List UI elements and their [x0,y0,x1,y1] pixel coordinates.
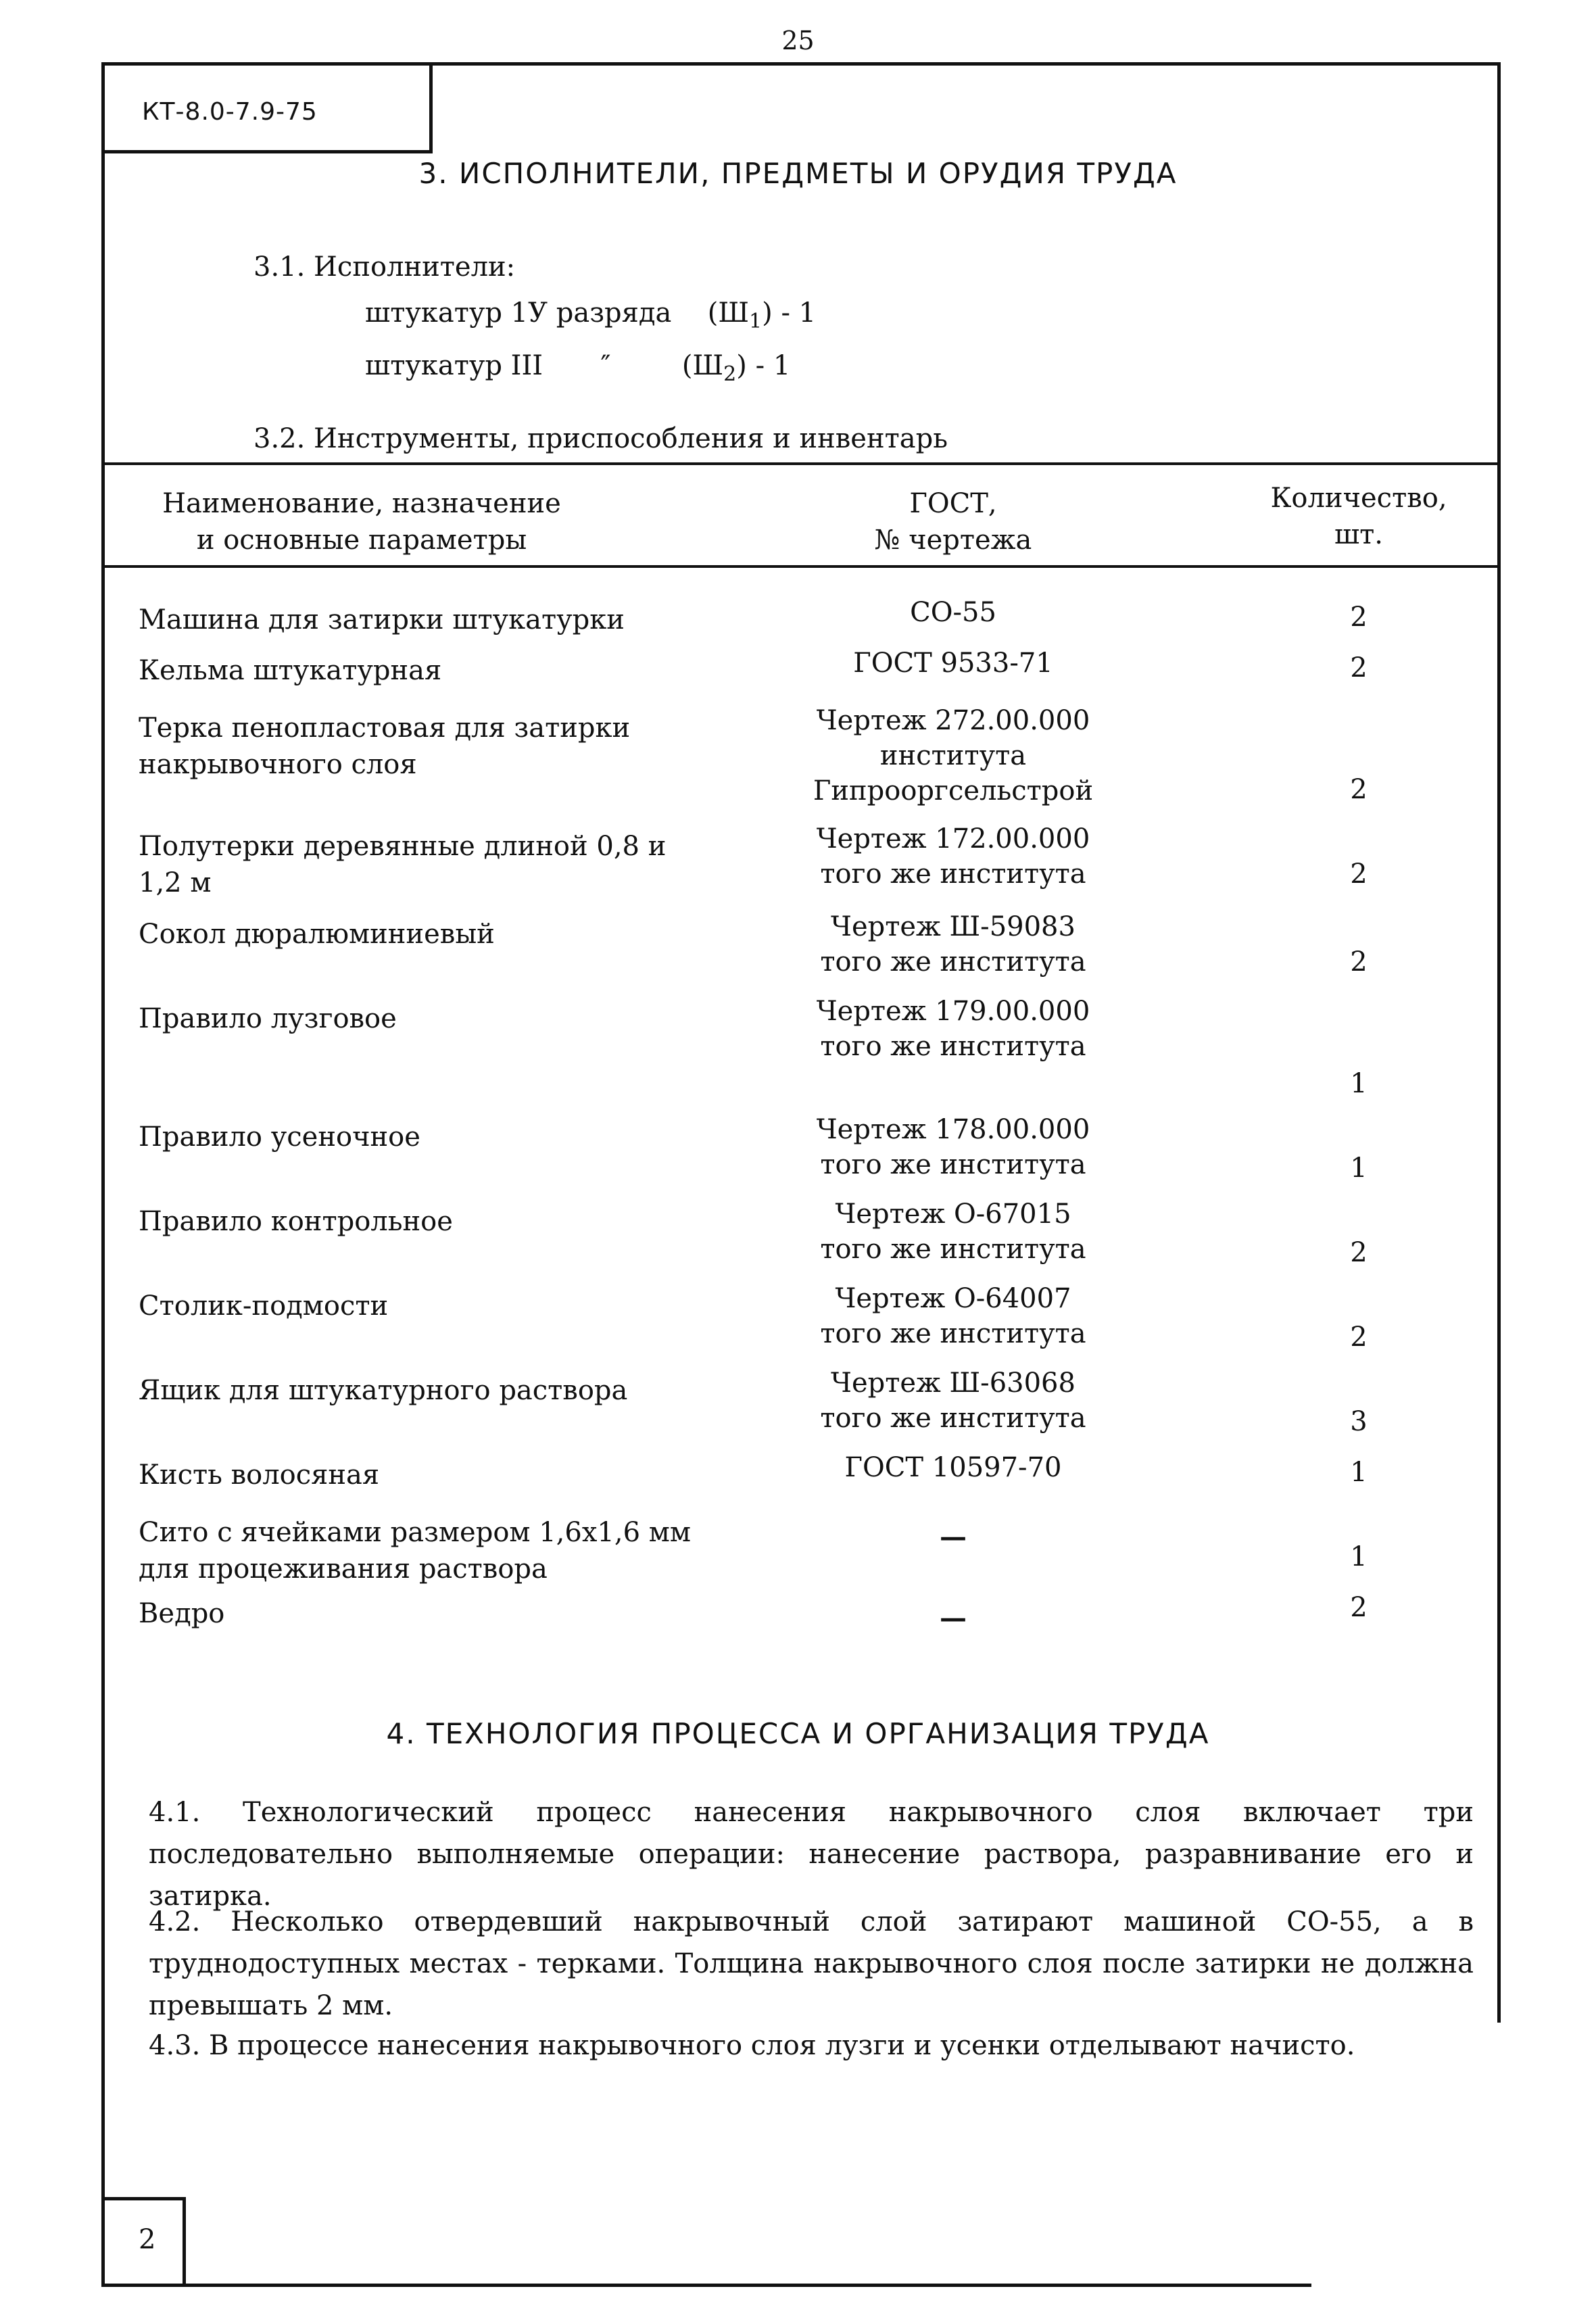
performer-2 [365,350,790,386]
table-row-name-line: Терка пенопластовая для затирки [139,713,631,744]
table-row-name [139,710,747,783]
table-row-gost [750,595,1156,630]
table-row-gost-line: того же института [820,859,1086,890]
header-qty-line2: шт. [1334,519,1384,550]
performer-code: (Ш [707,297,750,329]
table-row-name [139,652,747,689]
table-row-name-line: Правило лузговое [139,1003,397,1034]
table-row-gost-line: — [940,1521,967,1553]
table-row-gost-line: Чертеж 172.00.000 [816,823,1090,854]
table-row-qty: 3 [1350,1406,1368,1437]
table-row-gost [750,821,1156,892]
doc-code: КТ-8.0-7.9-75 [142,98,318,126]
performer-sub: 2 [723,362,737,386]
table-row-name-line: для процеживания раствора [139,1553,548,1585]
frame-left-border [101,62,105,2286]
table-row-qty: 2 [1350,602,1368,633]
page-number: 25 [781,26,815,55]
section3-sub2: 3.2. Инструменты, приспособления и инвентарь [253,423,948,454]
table-row-name [139,1203,747,1240]
table-row-name [139,1372,747,1409]
paragraph-4-3: 4.3. В процессе нанесения накрывочного слоя лузги и усенки отделывают начисто. [149,2030,1355,2061]
table-row-qty: 2 [1350,1237,1368,1268]
table-row-name [139,1514,747,1587]
header-name-line2: и основные параметры [196,525,527,556]
table-row-gost-line: института [879,740,1027,771]
table-row-name [139,1119,747,1155]
table-row-gost [750,909,1156,980]
table-row-name-line: Ведро [139,1598,225,1629]
table-row-qty: 1 [1350,1457,1368,1488]
frame-bottom-border [101,2284,1311,2287]
footer-number: 2 [139,2224,156,2255]
table-row-name-line: Сито с ячейками размером 1,6х1,6 мм [139,1517,691,1548]
performer-count: ) - 1 [762,297,817,329]
table-row-qty: 2 [1350,1592,1368,1623]
header-name-line1: Наименование, назначение [162,488,561,519]
header-gost [784,485,1122,558]
table-row-gost [750,703,1156,809]
table-row-gost-line: Гипрооргсельстрой [813,775,1094,806]
table-row-name-line: Правило усеночное [139,1121,420,1153]
table-row-name [139,1595,747,1632]
table-row-qty: 1 [1350,1153,1368,1184]
table-row-gost-line: ГОСТ 10597-70 [844,1452,1062,1483]
section3-sub1: 3.1. Исполнители: [253,251,516,283]
table-row-name-line: Кисть волосяная [139,1459,380,1491]
section3-title: 3. ИСПОЛНИТЕЛИ, ПРЕДМЕТЫ И ОРУДИЯ ТРУДА [418,157,1178,190]
table-row-name-line: Ящик для штукатурного раствора [139,1375,628,1406]
table-row-qty: 2 [1350,774,1368,805]
paragraph-4-1: 4.1. Технологический процесс нанесения накрывочного слоя включает три последовательно выполняемые операции: нанесение раствора, разравнивание его и затирка. [149,1797,1474,1912]
table-row-gost-line: — [940,1602,967,1634]
table-row-gost-line: Чертеж 272.00.000 [816,705,1090,736]
table-row-gost [750,1112,1156,1182]
table-row-name [139,828,747,901]
table-row-gost [750,646,1156,681]
table-row-name [139,1000,747,1037]
table-row-name-line: Столик-подмости [139,1290,389,1322]
table-row-gost-line: Чертеж О-67015 [835,1199,1071,1230]
table-row-name [139,1288,747,1324]
table-row-gost-line: Чертеж О-64007 [835,1283,1071,1314]
table-row-gost [750,1507,1156,1555]
table-row-name [139,916,747,952]
table-row-name-line: Машина для затирки штукатурки [139,604,625,635]
table-row-gost-line: СО-55 [910,597,996,628]
section4-title: 4. ТЕХНОЛОГИЯ ПРОЦЕССА И ОРГАНИЗАЦИЯ ТРУДА [386,1717,1210,1750]
header-gost-line2: № чертежа [874,525,1032,556]
performer-1 [365,297,816,333]
table-row-gost-line: того же института [820,946,1086,978]
table-row-name [139,1457,747,1493]
performer-role: штукатур 1У разряда [365,297,672,329]
table-row-gost [750,1366,1156,1436]
table-row-gost-line: того же института [820,1031,1086,1062]
performer-role: штукатур III [365,350,543,381]
table-row-qty: 2 [1350,652,1368,683]
header-gost-line1: ГОСТ, [909,488,997,519]
paragraph-4-2: 4.2. Несколько отвердевший накрывочный слой затирают машиной СО-55, а в труднодоступных местах - терками. Толщина накрывочного слоя после затирки не должна превышать 2 мм. [149,1906,1474,2021]
performer-count: ) - 1 [736,350,791,381]
ditto-mark: ″ [600,350,611,381]
table-row-gost [750,1589,1156,1636]
table-row-qty: 2 [1350,1322,1368,1353]
table-row-qty: 2 [1350,946,1368,978]
table-row-gost-line: Чертеж 179.00.000 [816,996,1090,1027]
header-name [149,485,575,558]
table-row-gost-line: того же института [820,1149,1086,1180]
performer-code: (Ш [681,350,724,381]
table-row-gost-line: Чертеж Ш-63068 [831,1368,1075,1399]
table-row-gost-line: Чертеж Ш-59083 [831,911,1075,942]
table-row-name-line: Правило контрольное [139,1206,453,1237]
table-row-gost-line: того же института [820,1318,1086,1349]
table-row-gost-line: того же института [820,1234,1086,1265]
table-row-name-line: Кельма штукатурная [139,655,442,686]
table-row-gost-line: Чертеж 178.00.000 [816,1114,1090,1145]
performer-sub: 1 [749,310,763,333]
table-row-qty: 1 [1350,1068,1368,1099]
table-row-name-line: Полутерки деревянные длиной 0,8 и [139,831,667,862]
table-row-gost [750,994,1156,1064]
table-row-qty: 2 [1350,859,1368,890]
table-header-rule [101,565,1501,568]
table-row-name-line: Сокол дюралюминиевый [139,919,495,950]
header-qty [1230,480,1487,553]
table-row-qty: 1 [1350,1541,1368,1572]
header-qty-line1: Количество, [1270,483,1447,514]
table-top-rule [101,462,1501,465]
table-row-gost-line: ГОСТ 9533-71 [853,648,1053,679]
table-row-gost [750,1281,1156,1351]
table-row-name [139,602,747,638]
table-row-gost-line: того же института [820,1403,1086,1434]
table-row-gost [750,1450,1156,1485]
table-row-name-line: накрывочного слоя [139,749,417,780]
table-row-name-line: 1,2 м [139,867,212,898]
table-row-gost [750,1197,1156,1267]
